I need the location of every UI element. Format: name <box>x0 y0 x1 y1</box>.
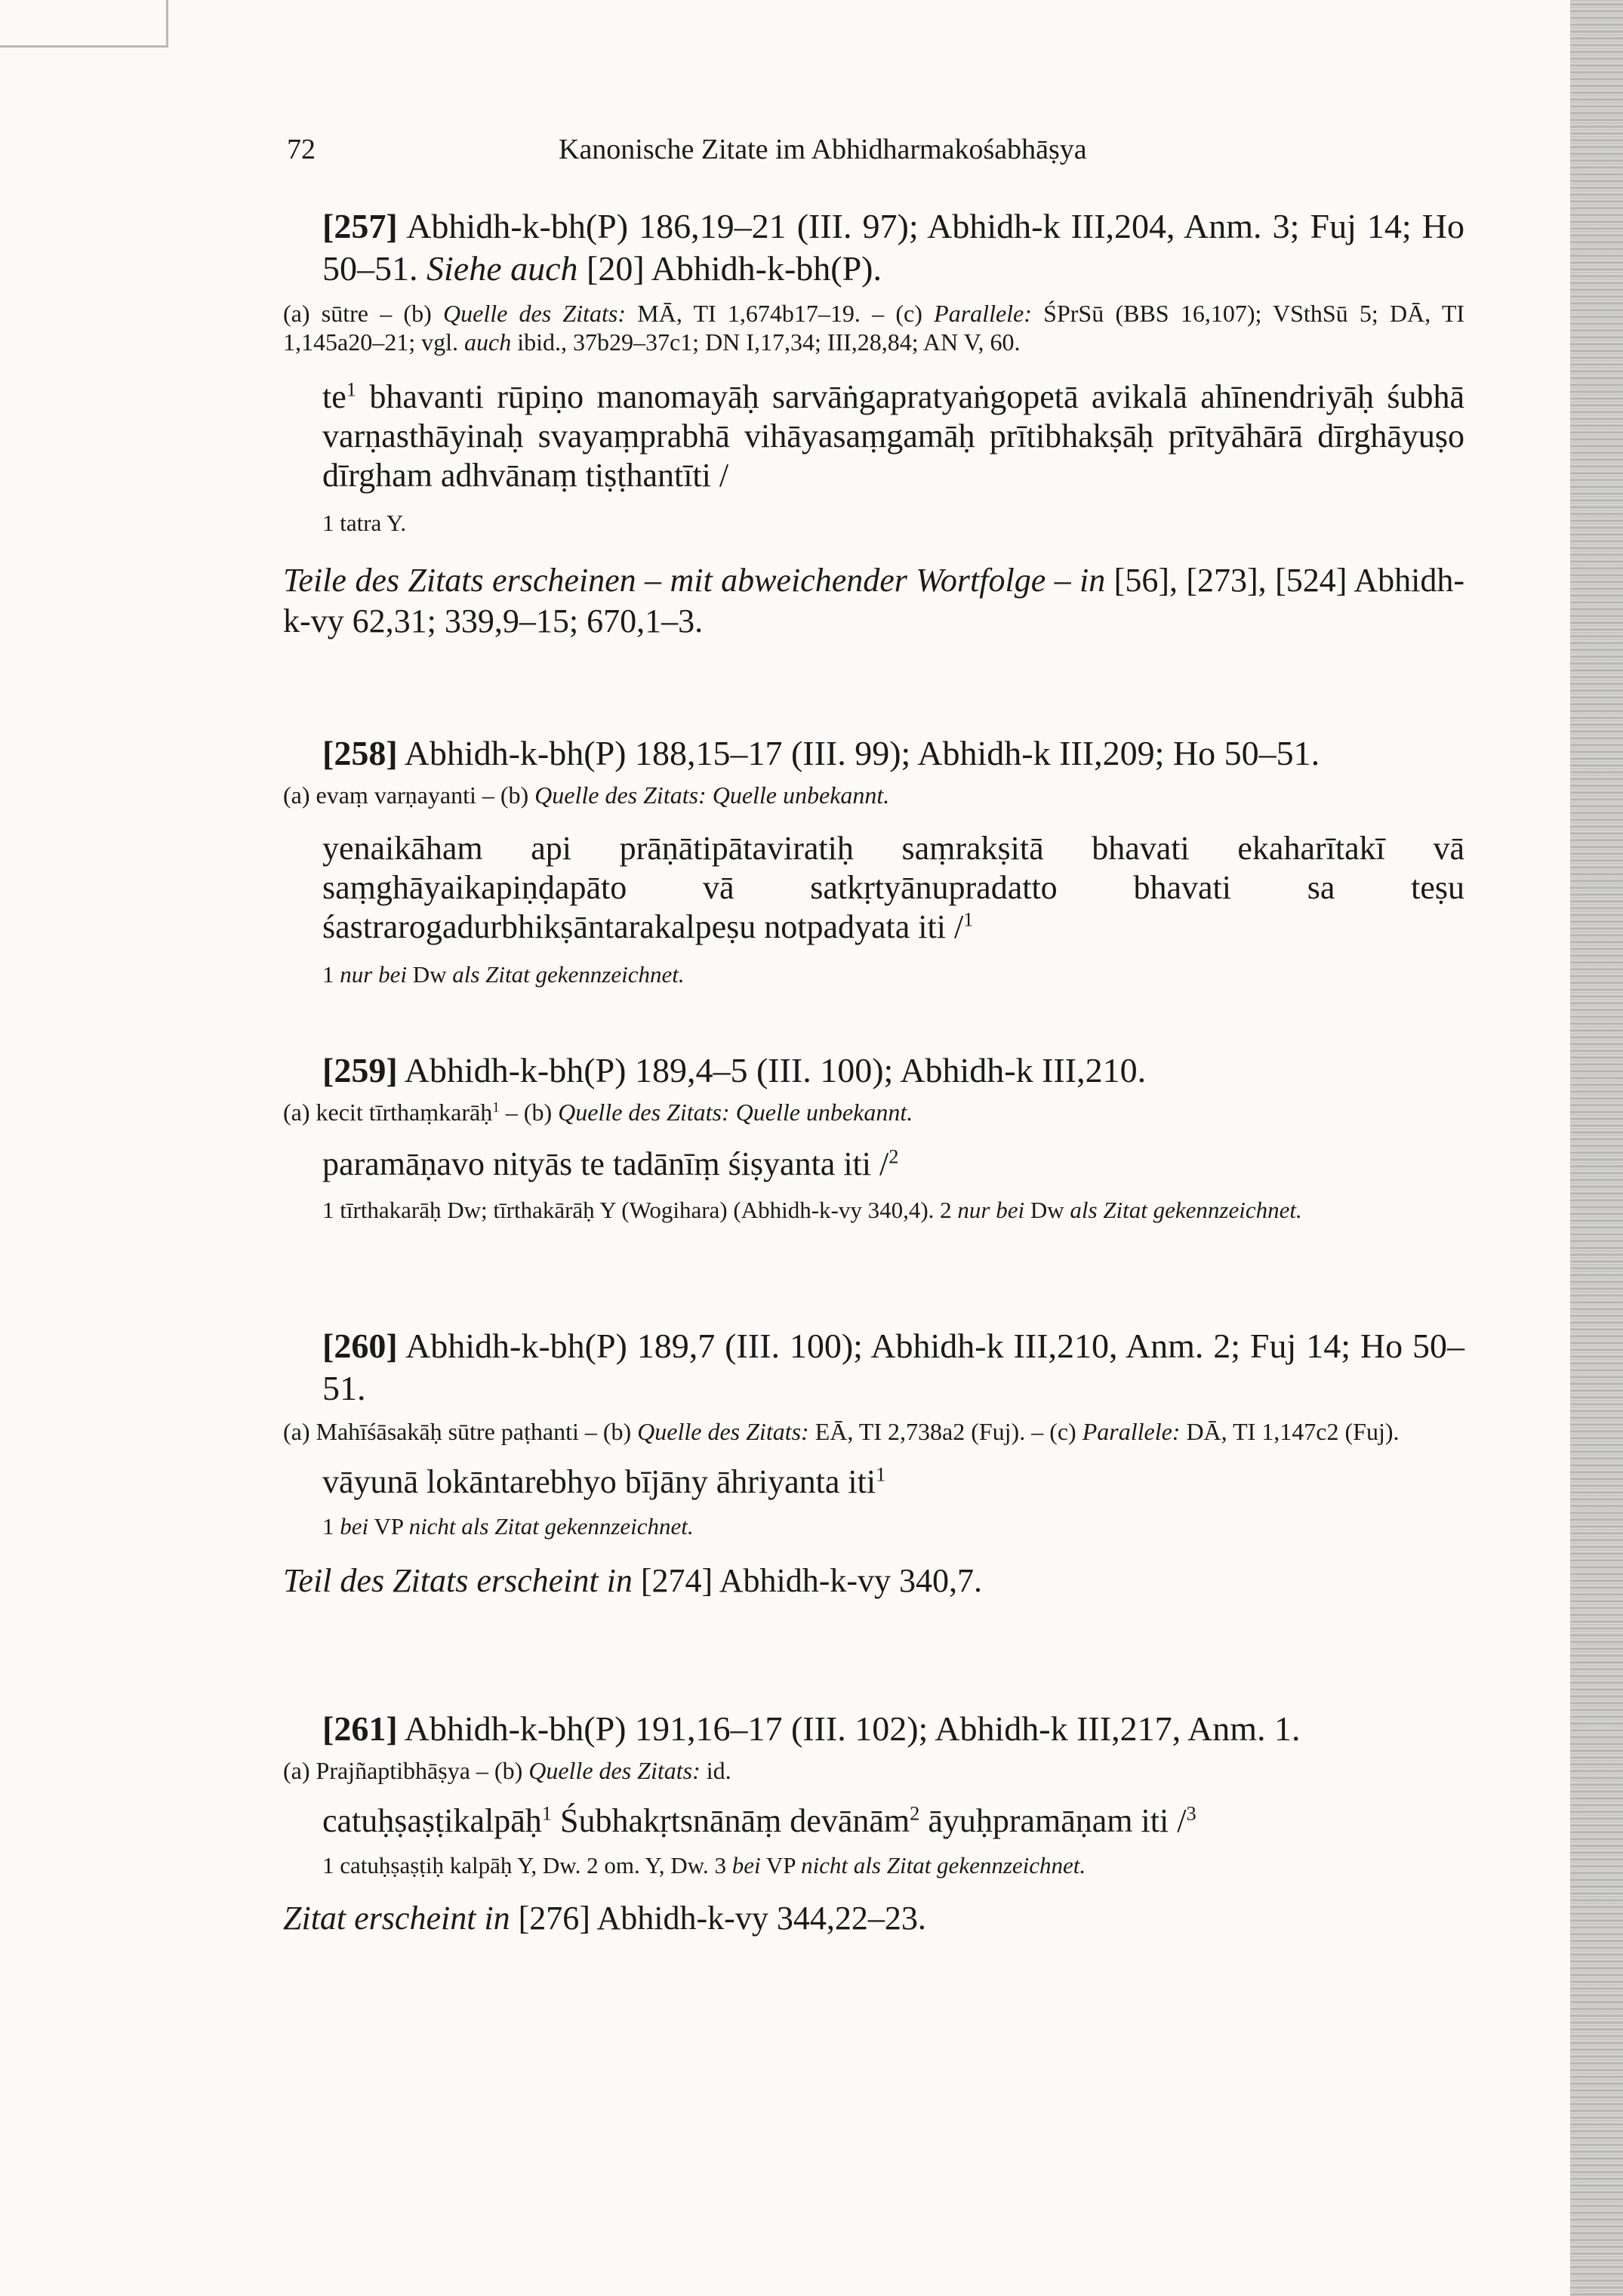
entry-heading <box>283 732 1464 775</box>
entry-meta: (a) sūtre – (b) Quelle des Zitats: MĀ, TI 1,674b17–19. – (c) Parallele: ŚPrSū (BBS 16,107); VSthSū 5; DĀ, TI 1,145a20–21; vgl. auch ibid., 37b29–37c1; DN I,17,34; III,28,84; AN V, 60. <box>283 300 1465 356</box>
scan-corner-mark <box>0 0 168 48</box>
entry-id: [259] <box>322 1051 398 1089</box>
sanskrit-quote: catuḥṣaṣṭikalpāḥ$^1$ Śubhakṛtsnānāṃ devānām$^2$ āyuḥpramāṇam iti /$^3$ <box>322 1801 1196 1839</box>
entry-ref: Abhidh-k-bh(P) 189,7 (III. 100); Abhidh-k III,210, Anm. 2; Fuj 14; Ho 50–51. <box>322 1327 1464 1407</box>
sanskrit-quote: $te^1$ bhavanti rūpiṇo manomayāḥ sarvāṅgapratyaṅgopetā avikalā ahīnendriyāḥ śubhā varṇasthāyinaḥ svayaṃprabhā vihāyasaṃgamāḥ prītibhakṣāḥ prītyāhārā dīrghāyuṣo dīrgham adhvānaṃ tiṣṭhantīti / <box>322 378 1465 494</box>
entry-259 <box>283 1049 1464 1225</box>
entry-ref: Abhidh-k-bh(P) 189,4–5 (III. 100); Abhidh-k III,210. <box>404 1051 1147 1089</box>
entry-id: [260] <box>322 1327 398 1365</box>
entry-261 <box>283 1708 1464 1939</box>
entry-id: [258] <box>322 734 398 772</box>
entry-id: [257] <box>322 207 398 245</box>
entry-meta: (a) kecit tīrthaṃkarāḥ$^1$ – (b) Quelle des Zitats: Quelle unbekannt. <box>283 1099 913 1126</box>
entry-260 <box>283 1325 1464 1601</box>
entry-258 <box>283 732 1464 989</box>
entry-heading <box>283 1325 1464 1410</box>
scan-edge-shadow <box>1570 0 1623 2296</box>
entry-meta: (a) Mahīśāsakāḥ sūtre paṭhanti – (b) Quelle des Zitats: EĀ, TI 2,738a2 (Fuj). – (c) Parallele: DĀ, TI 1,147c2 (Fuj). <box>283 1418 1400 1445</box>
footnote: 1 catuḥṣaṣṭiḥ kalpāḥ Y, Dw. 2 om. Y, Dw. 3 bei VP nicht als Zitat gekennzeichnet. <box>322 1852 1086 1878</box>
entry-id: [261] <box>322 1709 398 1748</box>
running-title: Kanonische Zitate im Abhidharmakośabhāṣya <box>559 134 1087 165</box>
sanskrit-quote: paramāṇavo nityās te tadānīṃ śiṣyanta iti /$^2$ <box>322 1145 899 1182</box>
sanskrit-quote: yenaikāham api prāṇātipātaviratiḥ saṃrakṣitā bhavati ekaharītakī vā saṃghāyaikapiṇḍapāto vā satkṛtyānupradatto bhavati sa teṣu śastrarogadurbhikṣāntarakalpeṣu notpadyata iti /$^1$ <box>322 830 1464 945</box>
entry-heading <box>283 205 1464 290</box>
entry-ref: Abhidh-k-bh(P) 191,16–17 (III. 102); Abhidh-k III,217, Anm. 1. <box>404 1709 1301 1748</box>
entry-257 <box>283 205 1464 642</box>
footnote: 1 tatra Y. <box>322 510 407 536</box>
entry-heading <box>283 1708 1464 1750</box>
see-also-ref: [20] Abhidh-k-bh(P). <box>587 249 882 288</box>
footnote: 1 bei VP nicht als Zitat gekennzeichnet. <box>322 1513 694 1539</box>
entry-heading <box>283 1049 1464 1092</box>
cross-reference-note: Zitat erscheint in [276] Abhidh-k-vy 344,22–23. <box>283 1900 926 1937</box>
entry-meta: (a) evaṃ varṇayanti – (b) Quelle des Zitats: Quelle unbekannt. <box>283 781 890 809</box>
entry-ref: Abhidh-k-bh(P) 186,19–21 (III. 97); Abhidh-k III,204, Anm. 3; Fuj 14; Ho 50–51. <box>322 207 1464 288</box>
footnote: 1 nur bei Dw als Zitat gekennzeichnet. <box>322 961 685 988</box>
see-also-label: Siehe auch <box>427 249 578 288</box>
cross-reference-note: Teil des Zitats erscheint in [274] Abhidh-k-vy 340,7. <box>283 1562 983 1599</box>
sanskrit-quote: vāyunā lokāntarebhyo bījāny āhriyanta iti$^1$ <box>322 1462 886 1500</box>
page-number: 72 <box>287 134 316 165</box>
cross-reference-note: Teile des Zitats erscheinen – mit abweichender Wortfolge – in [56], [273], [524] Abhidh-k-vy 62,31; 339,9–15; 670,1–3. <box>283 562 1465 639</box>
footnote: 1 tīrthakarāḥ Dw; tīrthakārāḥ Y (Wogihara) (Abhidh-k-vy 340,4). 2 nur bei Dw als Zitat gekennzeichnet. <box>322 1197 1302 1223</box>
entry-meta: (a) Prajñaptibhāṣya – (b) Quelle des Zitats: id. <box>283 1757 731 1784</box>
entry-ref: Abhidh-k-bh(P) 188,15–17 (III. 99); Abhidh-k III,209; Ho 50–51. <box>404 734 1320 772</box>
